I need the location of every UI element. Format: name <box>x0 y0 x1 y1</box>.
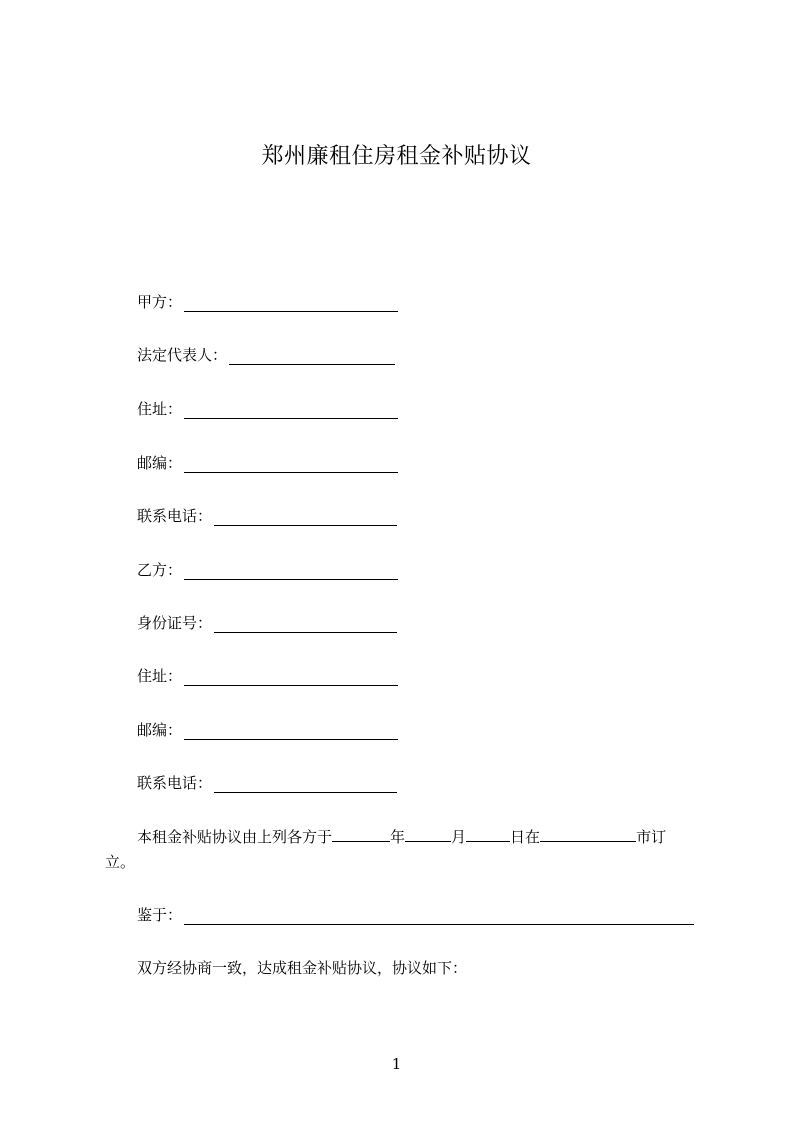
party-a-phone-blank <box>214 507 397 526</box>
year-blank <box>332 824 390 842</box>
party-b-label: 乙方： <box>137 561 183 579</box>
party-b-postcode-field <box>137 718 398 740</box>
day-blank <box>466 824 510 842</box>
party-b-phone-blank <box>214 774 397 793</box>
id-number-label: 身份证号： <box>137 614 213 632</box>
day-label: 日在 <box>510 828 541 846</box>
party-b-address-label: 住址： <box>137 667 183 685</box>
party-a-address-label: 住址： <box>137 400 183 418</box>
legal-rep-label: 法定代表人： <box>137 346 228 364</box>
city-label: 市订 <box>636 828 667 846</box>
id-number-blank <box>214 614 397 633</box>
party-b-phone-field <box>137 771 397 793</box>
party-a-address-blank <box>184 400 398 419</box>
party-a-postcode-field <box>137 451 398 473</box>
whereas-blank <box>184 906 694 925</box>
party-a-phone-label: 联系电话： <box>137 507 213 525</box>
party-b-phone-label: 联系电话： <box>137 774 213 792</box>
signing-lead: 本租金补贴协议由上列各方于 <box>137 828 333 846</box>
party-a-field <box>137 290 398 312</box>
party-b-blank <box>184 561 398 580</box>
party-b-address-field <box>137 664 398 686</box>
legal-rep-blank <box>229 346 395 365</box>
party-b-field <box>137 558 398 580</box>
signing-sentence <box>137 824 666 847</box>
city-blank <box>540 824 636 842</box>
agreement-intro: 双方经协商一致，达成租金补贴协议，协议如下： <box>137 959 468 977</box>
id-number-field <box>137 611 397 633</box>
month-blank <box>405 824 451 842</box>
party-a-address-field <box>137 397 398 419</box>
party-a-blank <box>184 293 398 312</box>
page-number: 1 <box>391 1055 402 1073</box>
party-a-postcode-blank <box>184 454 398 473</box>
party-b-postcode-label: 邮编： <box>137 721 183 739</box>
party-a-postcode-label: 邮编： <box>137 454 183 472</box>
legal-rep-field <box>137 343 395 365</box>
party-a-label: 甲方： <box>137 293 183 311</box>
year-label: 年 <box>390 828 406 846</box>
party-b-address-blank <box>184 667 398 686</box>
signing-continuation: 立。 <box>105 853 136 871</box>
month-label: 月 <box>451 828 467 846</box>
document-title: 郑州廉租住房租金补贴协议 <box>261 144 532 169</box>
party-a-phone-field <box>137 504 397 526</box>
whereas-field <box>137 903 694 925</box>
whereas-label: 鉴于： <box>137 906 183 924</box>
party-b-postcode-blank <box>184 721 398 740</box>
